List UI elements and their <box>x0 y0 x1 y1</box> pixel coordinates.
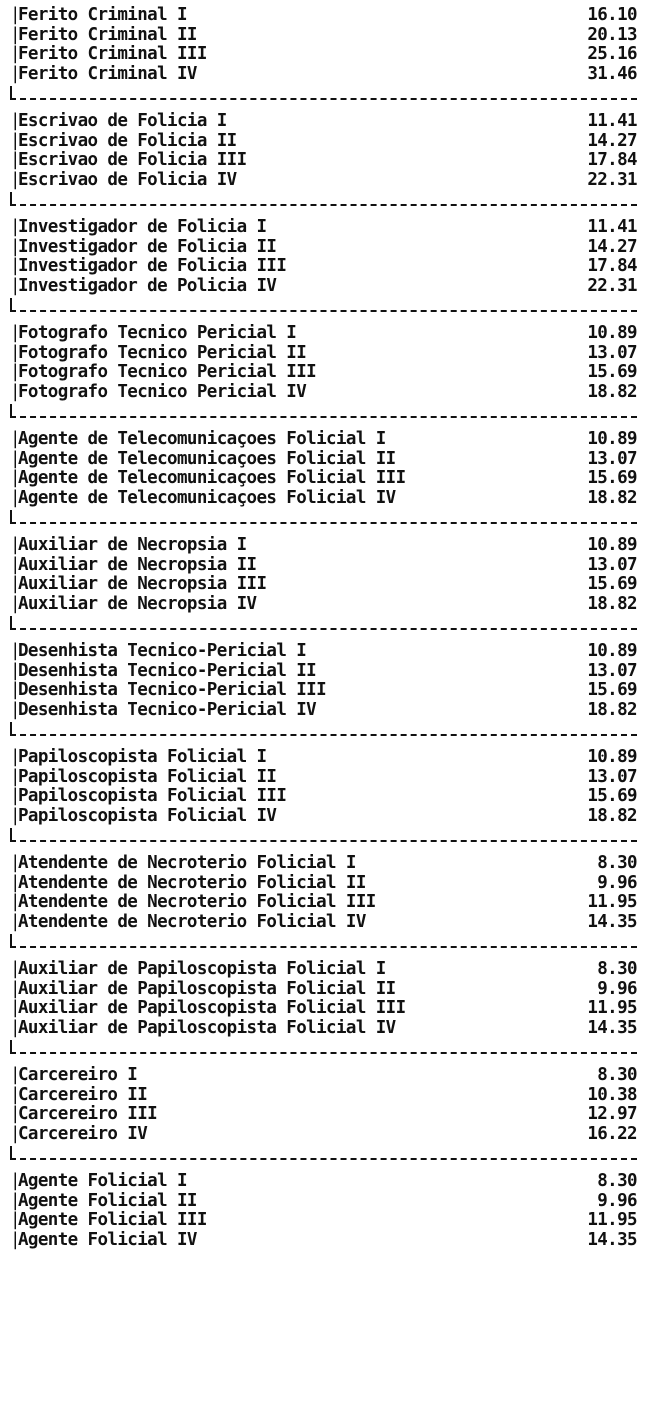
row-label: | Auxiliar de Necropsia IV <box>10 595 577 615</box>
dashed-divider <box>10 828 637 846</box>
row-label: | Atendente de Necroterio Folicial III <box>10 893 577 913</box>
row-value: 8.30 <box>597 1065 637 1085</box>
row-label: | Papiloscopista Folicial IV <box>10 807 577 827</box>
row-label: | Desenhista Tecnico-Pericial IV <box>10 701 577 721</box>
row-value: 15.69 <box>587 680 637 700</box>
row-value: 18.82 <box>587 699 637 720</box>
row-label: | Auxiliar de Necropsia III <box>10 575 577 595</box>
table-row <box>10 1192 637 1212</box>
row-value: 15.69 <box>587 574 637 594</box>
row-label: | Carcereiro III <box>10 1105 577 1125</box>
table-row <box>10 681 637 701</box>
row-label: | Desenhista Tecnico-Pericial II <box>10 662 577 682</box>
row-value: 17.84 <box>587 256 637 276</box>
row-label: | Escrivao de Folicia I <box>10 112 577 132</box>
row-label: | Desenhista Tecnico-Pericial III <box>10 681 577 701</box>
row-label: | Auxiliar de Papiloscopista Folicial II <box>10 980 577 1000</box>
table-row <box>10 489 637 509</box>
row-value: 8.30 <box>597 853 637 873</box>
row-label: | Atendente de Necroterio Folicial I <box>10 854 577 874</box>
table-row <box>10 151 637 171</box>
row-value: 14.35 <box>587 1229 637 1250</box>
table-row <box>10 26 637 46</box>
row-value: 15.69 <box>587 468 637 488</box>
row-value: 14.35 <box>587 911 637 932</box>
table-row <box>10 575 637 595</box>
row-label: | Papiloscopista Folicial I <box>10 748 577 768</box>
dashed-divider <box>10 404 637 422</box>
row-value: 13.07 <box>587 660 637 681</box>
table-row <box>10 854 637 874</box>
row-value: 10.89 <box>587 641 637 661</box>
row-label: | Auxiliar de Papiloscopista Folicial IV <box>10 1019 577 1039</box>
table-row <box>10 768 637 788</box>
row-label: | Atendente de Necroterio Folicial IV <box>10 913 577 933</box>
table-row <box>10 324 637 344</box>
row-label: | Auxiliar de Papiloscopista Folicial I <box>10 960 577 980</box>
row-label: | Auxiliar de Necropsia II <box>10 556 577 576</box>
row-label: | Ferito Criminal II <box>10 26 577 46</box>
row-label: | Ferito Criminal III <box>10 45 577 65</box>
row-label: | Agente Folicial IV <box>10 1231 577 1251</box>
table-row <box>10 874 637 894</box>
row-value: 8.30 <box>597 1171 637 1191</box>
row-value: 22.31 <box>587 169 637 190</box>
row-value: 15.69 <box>587 362 637 382</box>
group-atendente-necroterio <box>10 854 637 932</box>
row-label: | Fotografo Tecnico Pericial II <box>10 344 577 364</box>
table-row <box>10 980 637 1000</box>
row-label: | Agente Folicial I <box>10 1172 577 1192</box>
row-label: | Agente de Telecomunicaçoes Folicial I <box>10 430 577 450</box>
table-row <box>10 45 637 65</box>
row-label: | Agente de Telecomunicaçoes Folicial III <box>10 469 577 489</box>
row-value: 9.96 <box>597 978 637 999</box>
table-row <box>10 1105 637 1125</box>
table-row <box>10 430 637 450</box>
dashed-divider <box>10 616 637 634</box>
row-label: | Atendente de Necroterio Folicial II <box>10 874 577 894</box>
row-label: | Investigador de Folicia II <box>10 238 577 258</box>
row-value: 18.82 <box>587 381 637 402</box>
row-value: 8.30 <box>597 959 637 979</box>
table-row <box>10 1211 637 1231</box>
table-row <box>10 913 637 933</box>
row-value: 15.69 <box>587 786 637 806</box>
row-value: 13.07 <box>587 342 637 363</box>
table-row <box>10 1172 637 1192</box>
table-row <box>10 277 637 297</box>
row-value: 31.46 <box>587 63 637 84</box>
dashed-divider <box>10 298 637 316</box>
row-label: | Papiloscopista Folicial III <box>10 787 577 807</box>
group-escrivao <box>10 112 637 190</box>
table-row <box>10 893 637 913</box>
row-value: 12.97 <box>587 1104 637 1124</box>
dashed-divider <box>10 722 637 740</box>
table-row <box>10 383 637 403</box>
row-label: | Escrivao de Folicia II <box>10 132 577 152</box>
row-value: 18.82 <box>587 593 637 614</box>
row-value: 14.27 <box>587 236 637 257</box>
row-label: | Ferito Criminal IV <box>10 65 577 85</box>
row-label: | Agente Folicial II <box>10 1192 577 1212</box>
table-row <box>10 450 637 470</box>
row-value: 17.84 <box>587 150 637 170</box>
row-value: 18.82 <box>587 487 637 508</box>
table-row <box>10 363 637 383</box>
row-label: | Agente de Telecomunicaçoes Folicial II <box>10 450 577 470</box>
group-desenhista <box>10 642 637 720</box>
table-row <box>10 787 637 807</box>
table-row <box>10 171 637 191</box>
row-value: 16.22 <box>587 1123 637 1144</box>
row-value: 11.95 <box>587 998 637 1018</box>
table-row <box>10 960 637 980</box>
table-row <box>10 595 637 615</box>
table-row <box>10 344 637 364</box>
row-value: 13.07 <box>587 766 637 787</box>
row-value: 13.07 <box>587 554 637 575</box>
table-row <box>10 238 637 258</box>
row-label: | Escrivao de Folicia III <box>10 151 577 171</box>
table-row <box>10 6 637 26</box>
row-label: | Investigador de Policia IV <box>10 277 577 297</box>
row-value: 11.95 <box>587 1210 637 1230</box>
table-row <box>10 748 637 768</box>
group-perito-criminal <box>10 6 637 84</box>
row-label: | Carcereiro II <box>10 1086 577 1106</box>
row-value: 9.96 <box>597 1190 637 1211</box>
row-value: 10.89 <box>587 429 637 449</box>
table-row <box>10 1086 637 1106</box>
table-row <box>10 65 637 85</box>
row-value: 11.41 <box>587 217 637 237</box>
table-row <box>10 536 637 556</box>
group-investigador <box>10 218 637 296</box>
table-row <box>10 218 637 238</box>
table-row <box>10 112 637 132</box>
row-value: 10.89 <box>587 535 637 555</box>
group-fotografo <box>10 324 637 402</box>
row-label: | Auxiliar de Necropsia I <box>10 536 577 556</box>
table-row <box>10 807 637 827</box>
row-label: | Auxiliar de Papiloscopista Folicial III <box>10 999 577 1019</box>
dashed-divider <box>10 192 637 210</box>
group-auxiliar-necropsia <box>10 536 637 614</box>
row-value: 10.38 <box>587 1084 637 1105</box>
row-value: 9.96 <box>597 872 637 893</box>
table-row <box>10 556 637 576</box>
group-agente-telecomunicacoes <box>10 430 637 508</box>
table-row <box>10 642 637 662</box>
table-row <box>10 1066 637 1086</box>
row-label: | Carcereiro IV <box>10 1125 577 1145</box>
row-label: | Investigador de Folicia III <box>10 257 577 277</box>
row-label: | Carcereiro I <box>10 1066 577 1086</box>
row-value: 18.82 <box>587 805 637 826</box>
group-papiloscopista <box>10 748 637 826</box>
row-value: 16.10 <box>587 5 637 25</box>
row-label: | Agente de Telecomunicaçoes Folicial IV <box>10 489 577 509</box>
row-value: 22.31 <box>587 275 637 296</box>
row-value: 10.89 <box>587 323 637 343</box>
dashed-divider <box>10 1040 637 1058</box>
table-row <box>10 132 637 152</box>
row-label: | Fotografo Tecnico Pericial III <box>10 363 577 383</box>
row-label: | Ferito Criminal I <box>10 6 577 26</box>
row-value: 10.89 <box>587 747 637 767</box>
row-label: | Fotografo Tecnico Pericial IV <box>10 383 577 403</box>
row-value: 14.35 <box>587 1017 637 1038</box>
dashed-divider <box>10 1146 637 1164</box>
row-label: | Agente Folicial III <box>10 1211 577 1231</box>
table-row <box>10 257 637 277</box>
table-row <box>10 469 637 489</box>
group-auxiliar-papiloscopista <box>10 960 637 1038</box>
row-label: | Desenhista Tecnico-Pericial I <box>10 642 577 662</box>
row-value: 11.41 <box>587 111 637 131</box>
dashed-divider <box>10 934 637 952</box>
table-row <box>10 1125 637 1145</box>
table-row <box>10 1019 637 1039</box>
row-value: 14.27 <box>587 130 637 151</box>
table-row <box>10 1231 637 1251</box>
row-label: | Investigador de Folicia I <box>10 218 577 238</box>
row-label: | Escrivao de Folicia IV <box>10 171 577 191</box>
dashed-divider <box>10 510 637 528</box>
row-label: | Papiloscopista Folicial II <box>10 768 577 788</box>
group-agente-policial <box>10 1172 637 1250</box>
row-value: 25.16 <box>587 44 637 64</box>
table-row <box>10 701 637 721</box>
row-value: 20.13 <box>587 24 637 45</box>
row-label: | Fotografo Tecnico Pericial I <box>10 324 577 344</box>
group-carcereiro <box>10 1066 637 1144</box>
row-value: 11.95 <box>587 892 637 912</box>
table-row <box>10 662 637 682</box>
table-row <box>10 999 637 1019</box>
dashed-divider <box>10 86 637 104</box>
row-value: 13.07 <box>587 448 637 469</box>
